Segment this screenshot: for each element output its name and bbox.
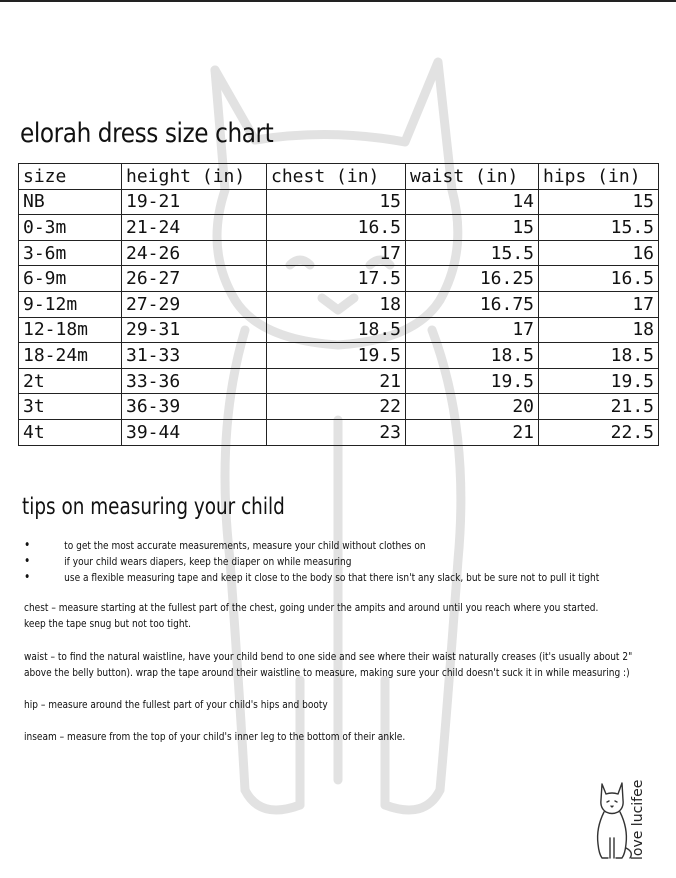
header-hips: hips (in): [539, 164, 659, 190]
cell-waist: 20: [406, 394, 539, 420]
cell-waist: 18.5: [406, 343, 539, 369]
cell-waist: 14: [406, 189, 539, 215]
table-row: [19, 317, 659, 343]
waist-tip-line: waist – to find the natural waistline, have your child bend to one side and see where their waist naturally creases (it's usually about 2": [24, 650, 633, 663]
cat-logo-icon: [590, 778, 660, 862]
cell-size: 0-3m: [19, 215, 122, 241]
cell-height: 39-44: [122, 419, 267, 445]
page-title: elorah dress size chart: [20, 118, 274, 149]
list-item: • if your child wears diapers, keep the diaper on while measuring: [24, 554, 599, 570]
table-row: [19, 240, 659, 266]
cell-height: 36-39: [122, 394, 267, 420]
cell-waist: 16.75: [406, 291, 539, 317]
cell-waist: 17: [406, 317, 539, 343]
chest-tip-line: keep the tape snug but not too tight.: [24, 617, 192, 630]
tips-bullet-list: [24, 538, 599, 586]
cell-height: 33-36: [122, 368, 267, 394]
cell-height: 26-27: [122, 266, 267, 292]
cell-waist: 19.5: [406, 368, 539, 394]
cell-chest: 18.5: [267, 317, 406, 343]
cell-size: 6-9m: [19, 266, 122, 292]
cell-waist: 15: [406, 215, 539, 241]
cell-size: 4t: [19, 419, 122, 445]
table-row: [19, 291, 659, 317]
cell-hips: 22.5: [539, 419, 659, 445]
cell-hips: 16.5: [539, 266, 659, 292]
brand-logo-text: love lucifee: [630, 779, 646, 860]
table-header-row: [19, 164, 659, 190]
header-height: height (in): [122, 164, 267, 190]
waist-tip: [24, 649, 632, 681]
cell-chest: 23: [267, 419, 406, 445]
table-row: [19, 394, 659, 420]
cell-hips: 15: [539, 189, 659, 215]
cell-size: 2t: [19, 368, 122, 394]
cell-hips: 21.5: [539, 394, 659, 420]
cell-size: 12-18m: [19, 317, 122, 343]
cell-chest: 15: [267, 189, 406, 215]
hip-tip: hip – measure around the fullest part of your child's hips and booty: [24, 698, 328, 711]
cell-hips: 18.5: [539, 343, 659, 369]
table-row: [19, 189, 659, 215]
cell-waist: 16.25: [406, 266, 539, 292]
cell-size: 3-6m: [19, 240, 122, 266]
cell-height: 31-33: [122, 343, 267, 369]
cell-chest: 17.5: [267, 266, 406, 292]
top-border-line: [0, 0, 676, 2]
waist-tip-line: above the belly button). wrap the tape around their waistline to measure, making sure your child doesn't suck it in while measuring :): [24, 666, 630, 679]
cell-chest: 16.5: [267, 215, 406, 241]
chest-tip-line: chest – measure starting at the fullest part of the chest, going under the ampits and around until you reach where you started.: [24, 601, 599, 614]
list-item: • to get the most accurate measurements, measure your child without clothes on: [24, 538, 599, 554]
table-row: [19, 343, 659, 369]
cell-size: 9-12m: [19, 291, 122, 317]
header-chest: chest (in): [267, 164, 406, 190]
table-row: [19, 368, 659, 394]
cell-hips: 19.5: [539, 368, 659, 394]
cell-hips: 17: [539, 291, 659, 317]
cell-size: NB: [19, 189, 122, 215]
cell-hips: 16: [539, 240, 659, 266]
table-row: [19, 215, 659, 241]
header-size: size: [19, 164, 122, 190]
cell-height: 27-29: [122, 291, 267, 317]
cell-size: 18-24m: [19, 343, 122, 369]
cell-size: 3t: [19, 394, 122, 420]
cell-chest: 17: [267, 240, 406, 266]
cell-height: 24-26: [122, 240, 267, 266]
cell-waist: 15.5: [406, 240, 539, 266]
cell-height: 29-31: [122, 317, 267, 343]
header-waist: waist (in): [406, 164, 539, 190]
cell-hips: 18: [539, 317, 659, 343]
table-row: [19, 266, 659, 292]
cell-chest: 22: [267, 394, 406, 420]
cell-chest: 19.5: [267, 343, 406, 369]
cell-height: 19-21: [122, 189, 267, 215]
cell-chest: 21: [267, 368, 406, 394]
cell-height: 21-24: [122, 215, 267, 241]
tips-heading: tips on measuring your child: [22, 494, 285, 520]
table-row: [19, 419, 659, 445]
cell-waist: 21: [406, 419, 539, 445]
cell-chest: 18: [267, 291, 406, 317]
list-item: • use a flexible measuring tape and keep it close to the body so that there isn't any slack, but be sure not to pull it tight: [24, 570, 599, 586]
cell-hips: 15.5: [539, 215, 659, 241]
inseam-tip: inseam – measure from the top of your child's inner leg to the bottom of their ankle.: [24, 730, 406, 743]
chest-tip: [24, 600, 598, 632]
size-chart-table: [18, 163, 659, 446]
